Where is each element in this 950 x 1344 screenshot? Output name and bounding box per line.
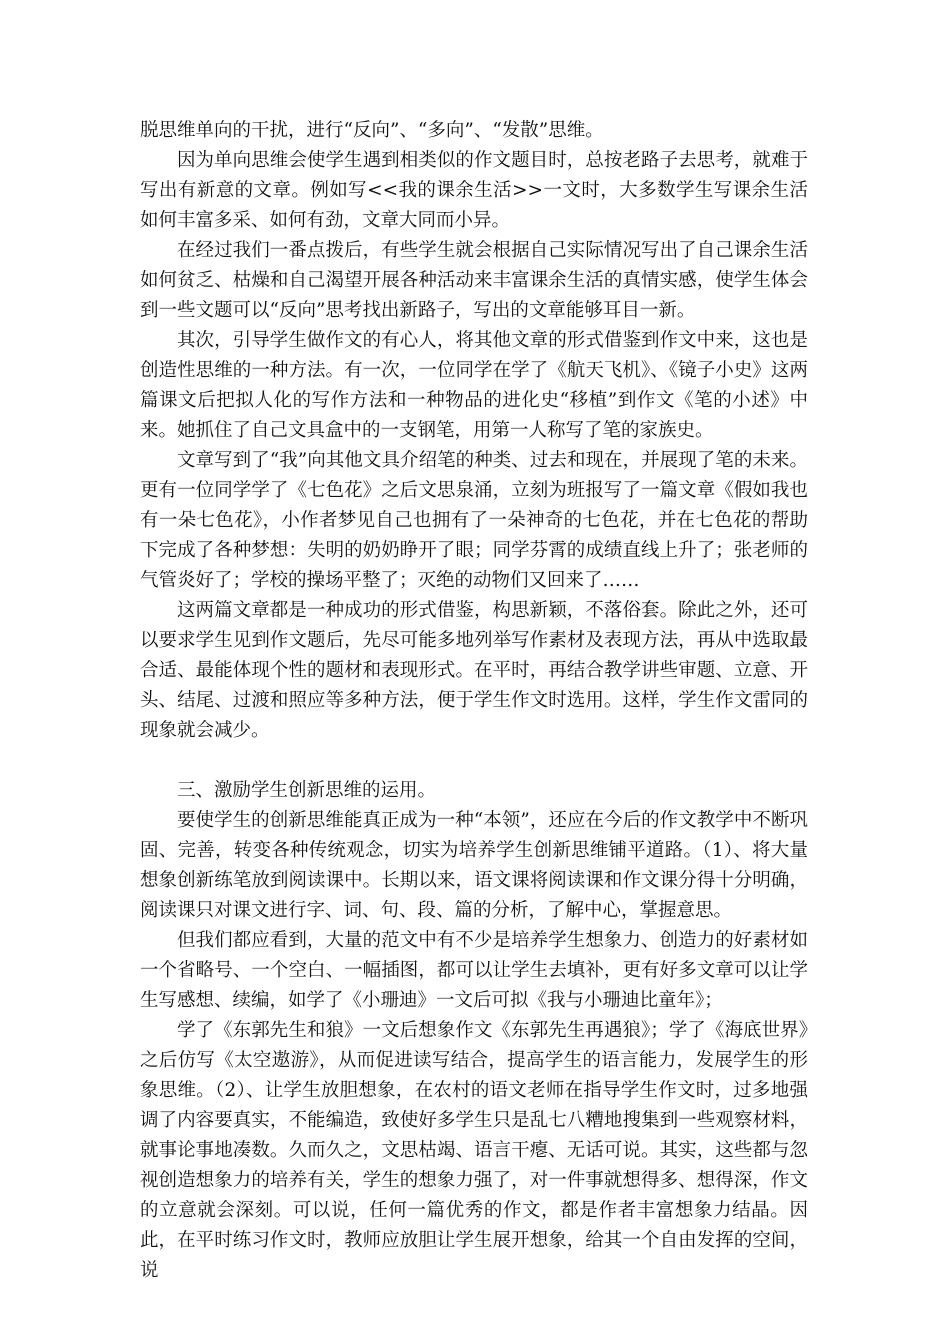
paragraph-3: 在经过我们一番点拨后，有些学生就会根据自己实际情况写出了自己课余生活如何贫乏、枯燥和自己渴望开展各种活动来丰富课余生活的真情实感，使学生体会到一些文题可以“反向”思考找出新路子，写出的文章能够耳目一新。	[140, 240, 808, 321]
paragraph-6: 这两篇文章都是一种成功的形式借鉴，构思新颖，不落俗套。除此之外，还可以要求学生见到作文题后，先尽可能多地列举写作素材及表现方法，再从中选取最合适、最能体现个性的题材和表现形式。在平时，再结合教学讲些审题、立意、开头、结尾、过渡和照应等多种方法，便于学生作文时选用。这样，学生作文雷同的现象就会减少。	[140, 600, 808, 741]
paragraph-9: 但我们都应看到，大量的范文中有不少是培养学生想象力、创造力的好素材如一个省略号、一个空白、一幅插图，都可以让学生去填补，更有好多文章可以让学生写感想、续编，如学了《小珊迪》一文后可拟《我与小珊迪比童年》；	[140, 930, 808, 1011]
paragraph-2: 因为单向思维会使学生遇到相类似的作文题目时，总按老路子去思考，就难于写出有新意的文章。例如写<<我的课余生活>>一文时，大多数学生写课余生活如何丰富多采、如何有劲，文章大同而小异。	[140, 150, 808, 231]
paragraph-8: 要使学生的创新思维能真正成为一种“本领”，还应在今后的作文教学中不断巩固、完善，转变各种传统观念，切实为培养学生创新思维铺平道路。（1）、将大量想象创新练笔放到阅读课中。长期以来，语文课将阅读课和作文课分得十分明确，阅读课只对课文进行字、词、句、段、篇的分析，了解中心，掌握意思。	[140, 810, 808, 921]
document-body	[140, 116, 808, 1286]
paragraph-4: 其次，引导学生做作文的有心人，将其他文章的形式借鉴到作文中来，这也是创造性思维的一种方法。有一次，一位同学在学了《航天飞机》、《镜子小史》这两篇课文后把拟人化的写作方法和一种物品的进化史“移植”到作文《笔的小述》中来。她抓住了自己文具盒中的一支钢笔，用第一人称写了笔的家族史。	[140, 330, 808, 441]
paragraph-1: 脱思维单向的干扰，进行“反向”、“多向”、“发散”思维。	[140, 120, 604, 141]
section-heading-3: 三、激励学生创新思维的运用。	[177, 780, 437, 801]
paragraph-spacer	[140, 746, 808, 776]
paragraph-5: 文章写到了“我”向其他文具介绍笔的种类、过去和现在，并展现了笔的未来。更有一位同学学了《七色花》之后文思泉涌，立刻为班报写了一篇文章《假如我也有一朵七色花》，小作者梦见自己也拥有了一朵神奇的七色花，并在七色花的帮助下完成了各种梦想：失明的奶奶睁开了眼；同学芬霄的成绩直线上升了；张老师的气管炎好了；学校的操场平整了；灭绝的动物们又回来了……	[140, 450, 808, 591]
paragraph-10: 学了《东郭先生和狼》一文后想象作文《东郭先生再遇狼》；学了《海底世界》之后仿写《太空遨游》，从而促进读写结合，提高学生的语言能力，发展学生的形象思维。（2）、让学生放胆想象，在农村的语文老师在指导学生作文时，过多地强调了内容要真实，不能编造，致使好多学生只是乱七八糟地搜集到一些观察材料，就事论事地凑数。久而久之，文思枯竭、语言干瘪、无话可说。其实，这些都与忽视创造想象力的培养有关，学生的想象力强了，对一件事就想得多、想得深，作文的立意就会深刻。可以说，任何一篇优秀的作文，都是作者丰富想象力结晶。因此，在平时练习作文时，教师应放胆让学生展开想象，给其一个自由发挥的空间，说	[140, 1020, 808, 1281]
